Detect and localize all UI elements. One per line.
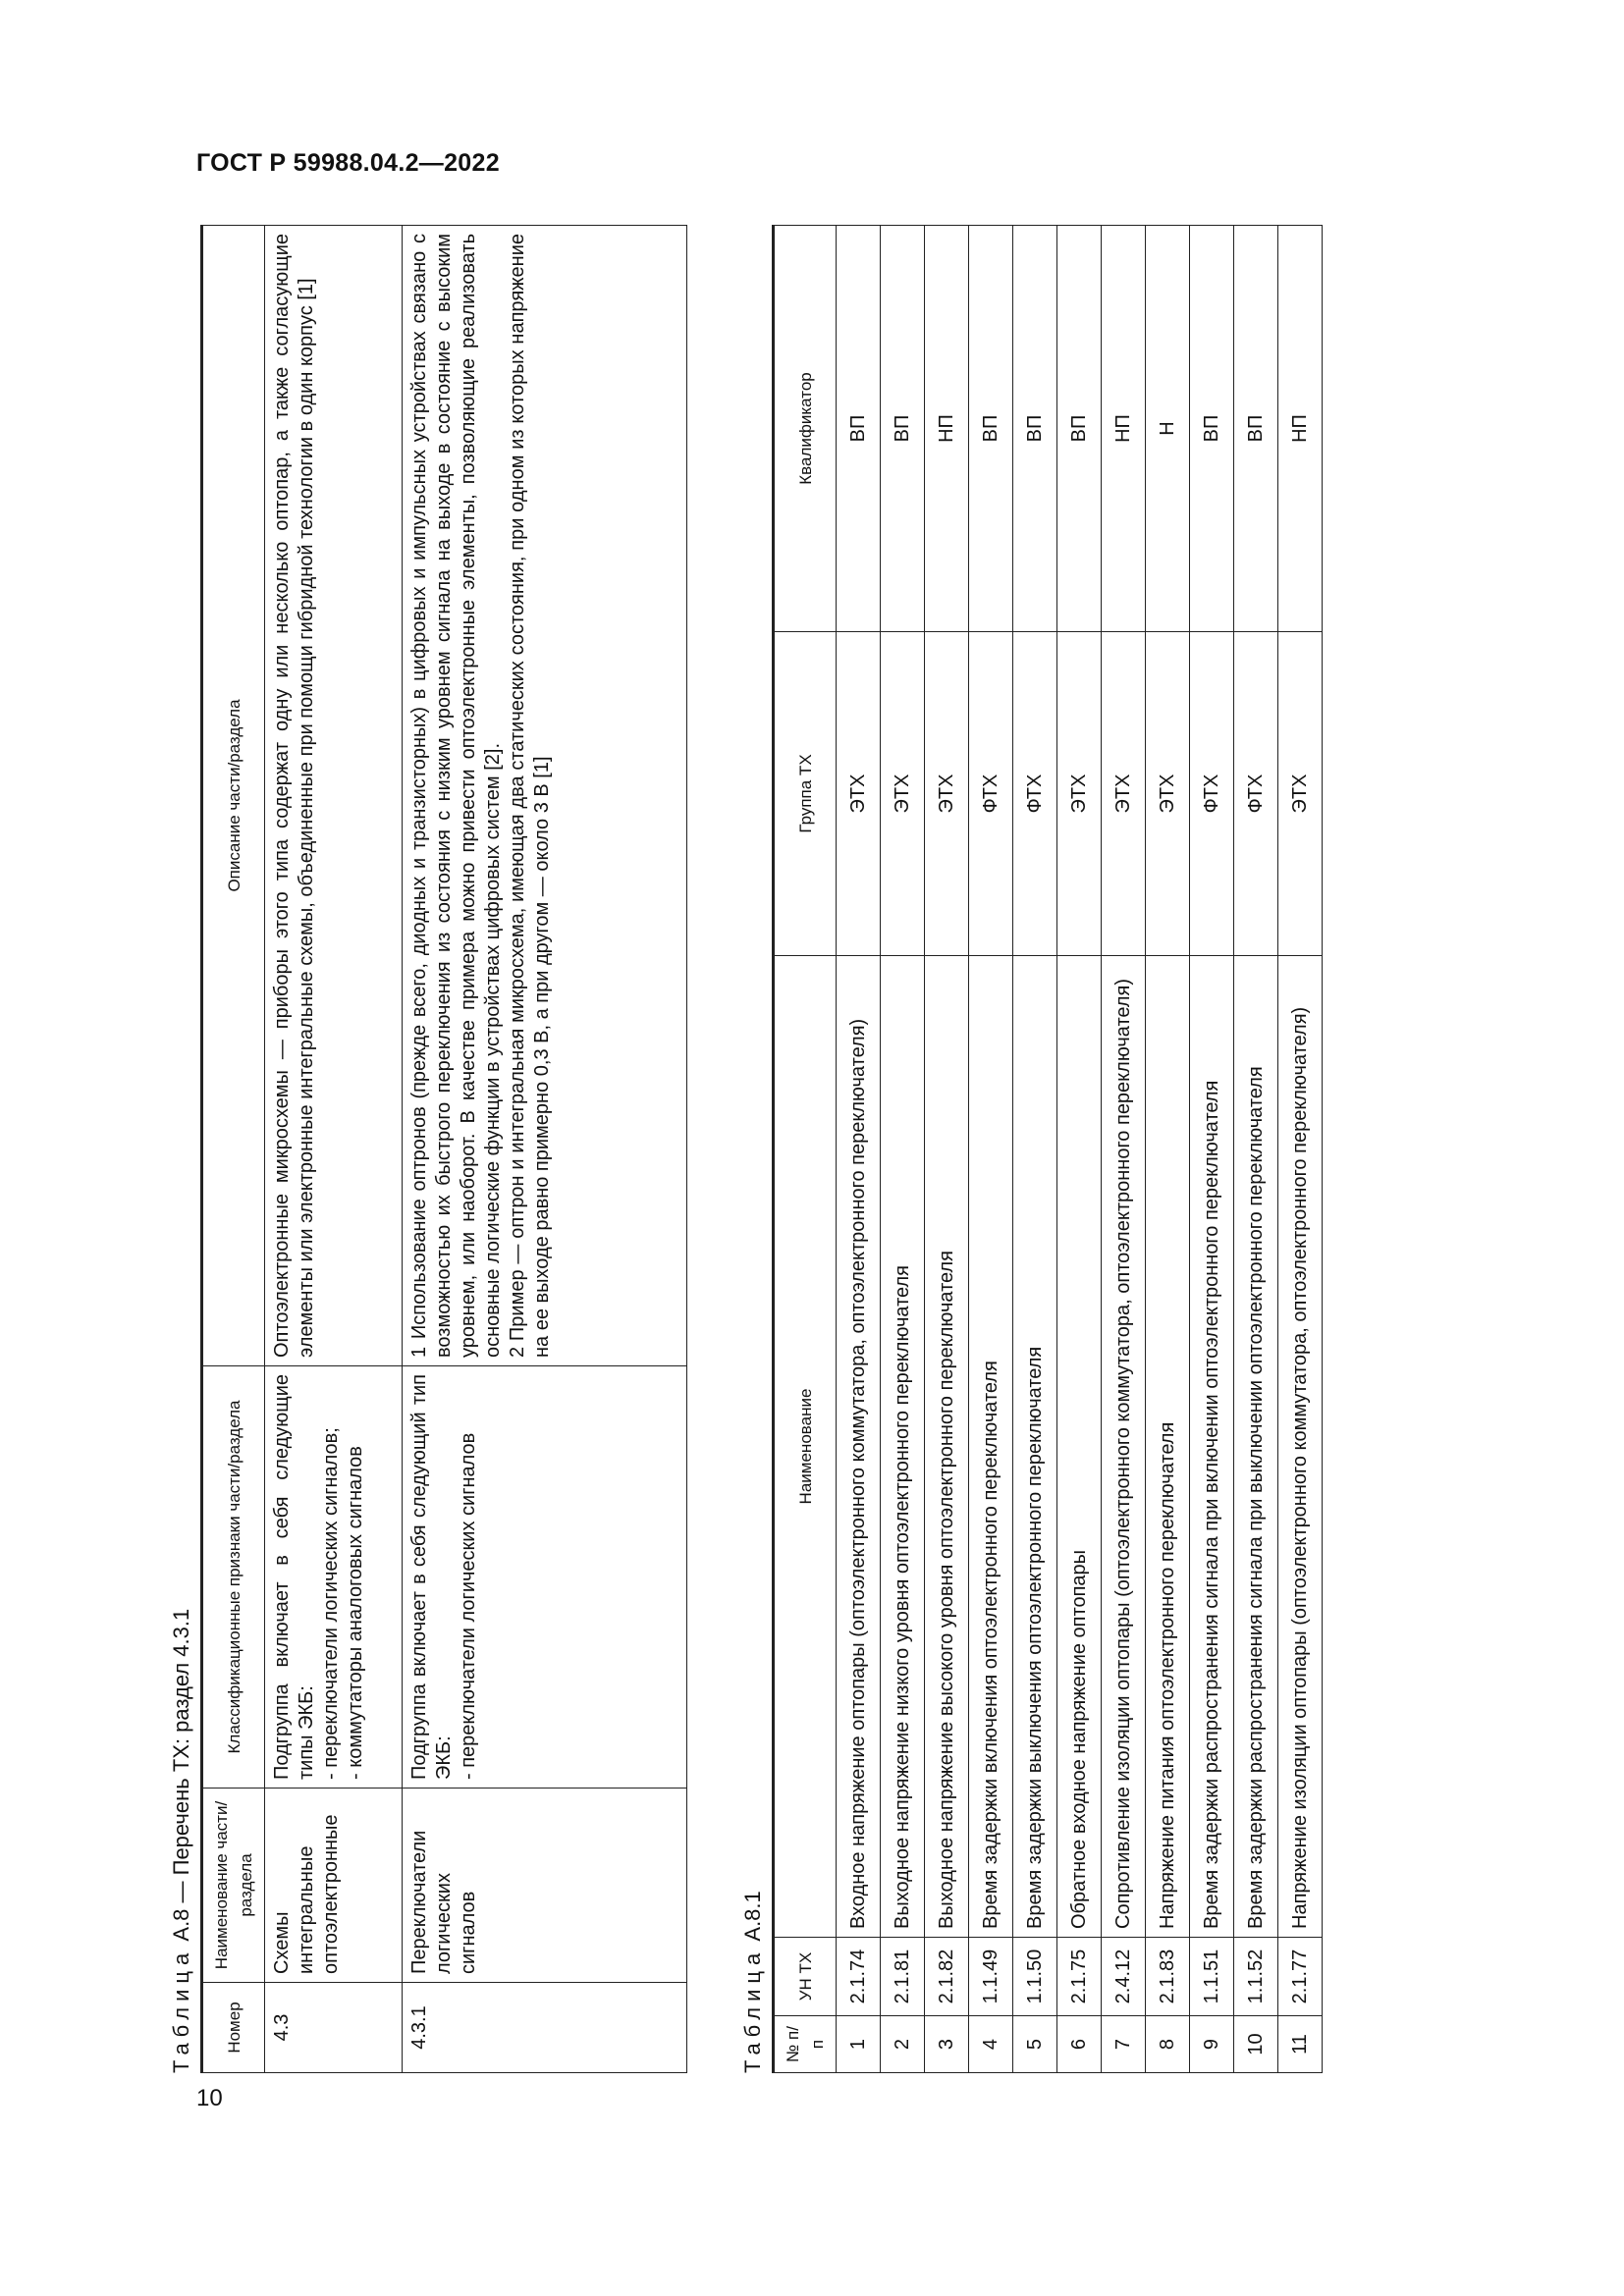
cell-qualifier: ВП — [1057, 226, 1102, 632]
cell-qualifier: Н — [1146, 226, 1190, 632]
cell-group: ФТХ — [969, 632, 1013, 956]
col-header: Квалификатор — [774, 226, 837, 632]
cell-code: 2.1.83 — [1146, 1938, 1190, 2016]
document-code: ГОСТ Р 59988.04.2—2022 — [196, 149, 500, 177]
col-header: № п/п — [774, 2016, 837, 2073]
cell-qualifier: ВП — [837, 226, 881, 632]
cell-code: 1.1.49 — [969, 1938, 1013, 2016]
col-header: Группа ТХ — [774, 632, 837, 956]
description-text: Оптоэлектронные микросхемы — приборы этого типа содержат одну или несколько оптопар, а также согласующие элементы или электронные интегральные схемы, объединенные при помощи гибридной технологии в один корпус [1] — [271, 234, 317, 1358]
row-features — [265, 1366, 403, 1789]
cell-code: 1.1.51 — [1190, 1938, 1234, 2016]
cell-group: ЭТХ — [925, 632, 969, 956]
row-description — [265, 226, 403, 1366]
cell-index: 3 — [925, 2016, 969, 2073]
caption-text: А.8.1 — [740, 1891, 765, 1942]
col-header: Классификационные признаки части/раздела — [202, 1366, 265, 1789]
cell-qualifier: ВП — [1013, 226, 1057, 632]
cell-group: ЭТХ — [1146, 632, 1190, 956]
cell-qualifier: НП — [1102, 226, 1146, 632]
cell-title: Напряжение изоляции оптопары (оптоэлектронного коммутатора, оптоэлектронного переключателя) — [1278, 956, 1323, 1938]
table-a81 — [772, 225, 1323, 2073]
table-row — [1013, 226, 1057, 2073]
cell-title: Время задержки распространения сигнала при включении оптоэлектронного переключателя — [1190, 956, 1234, 1938]
cell-title: Время задержки включения оптоэлектронного переключателя — [969, 956, 1013, 1938]
table-row — [1146, 226, 1190, 2073]
cell-qualifier: НП — [925, 226, 969, 632]
row-name: Схемы интегральные оптоэлектронные — [265, 1789, 403, 1983]
table-row — [1057, 226, 1102, 2073]
cell-index: 10 — [1234, 2016, 1278, 2073]
row-name: Переключатели логических сигналов — [403, 1789, 687, 1983]
cell-group: ЭТХ — [837, 632, 881, 956]
row-number: 4.3 — [265, 1983, 403, 2073]
cell-code: 2.1.74 — [837, 1938, 881, 2016]
cell-index: 2 — [881, 2016, 925, 2073]
cell-title: Входное напряжение оптопары (оптоэлектронного коммутатора, оптоэлектронного переключателя) — [837, 956, 881, 1938]
col-header: Описание части/раздела — [202, 226, 265, 1366]
cell-title: Напряжение питания оптоэлектронного переключателя — [1146, 956, 1190, 1938]
table-row — [969, 226, 1013, 2073]
table-a81-body — [837, 226, 1323, 2073]
cell-index: 1 — [837, 2016, 881, 2073]
cell-qualifier: ВП — [1190, 226, 1234, 632]
cell-index: 7 — [1102, 2016, 1146, 2073]
col-header: Наименование части/раздела — [202, 1789, 265, 1983]
cell-qualifier: НП — [1278, 226, 1323, 632]
table-row — [1278, 226, 1323, 2073]
caption-label: Таблица — [740, 1947, 765, 2073]
cell-group: ФТХ — [1234, 632, 1278, 956]
col-header: Наименование — [774, 956, 837, 1938]
table-row — [1234, 226, 1278, 2073]
cell-title: Обратное входное напряжение оптопары — [1057, 956, 1102, 1938]
cell-code: 1.1.50 — [1013, 1938, 1057, 2016]
row-number: 4.3.1 — [403, 1983, 687, 2073]
cell-index: 4 — [969, 2016, 1013, 2073]
page-number: 10 — [196, 2085, 223, 2111]
feature-line: Подгруппа включает в себя следующий тип ЭКБ: — [408, 1374, 455, 1780]
table-row — [403, 226, 687, 2073]
table-row — [925, 226, 969, 2073]
cell-code: 2.4.12 — [1102, 1938, 1146, 2016]
cell-group: ЭТХ — [881, 632, 925, 956]
cell-index: 6 — [1057, 2016, 1102, 2073]
table-row — [881, 226, 925, 2073]
description-note-2: 2 Пример — оптрон и интегральная микросхема, имеющая два статических состояния, при одном из которых напряжение на ее выходе равно примерно 0,3 В, а при другом — около 3 В [1] — [507, 234, 553, 1358]
table-a81-caption — [740, 1891, 766, 2073]
col-header: Номер — [202, 1983, 265, 2073]
caption-text: А.8 — Перечень ТХ: раздел 4.3.1 — [169, 1608, 193, 1942]
feature-line: - переключатели логических сигналов — [458, 1432, 479, 1780]
cell-group: ФТХ — [1013, 632, 1057, 956]
cell-group: ФТХ — [1190, 632, 1234, 956]
cell-index: 9 — [1190, 2016, 1234, 2073]
cell-code: 2.1.75 — [1057, 1938, 1102, 2016]
cell-index: 8 — [1146, 2016, 1190, 2073]
cell-qualifier: ВП — [1234, 226, 1278, 632]
cell-title: Выходное напряжение высокого уровня оптоэлектронного переключателя — [925, 956, 969, 1938]
cell-code: 1.1.52 — [1234, 1938, 1278, 2016]
table-a8 — [200, 225, 687, 2073]
table-row — [1190, 226, 1234, 2073]
feature-line: - переключатели логических сигналов; — [320, 1427, 342, 1780]
cell-group: ЭТХ — [1278, 632, 1323, 956]
cell-index: 11 — [1278, 2016, 1323, 2073]
feature-line: Подгруппа включает в себя следующие типы ЭКБ: — [271, 1374, 317, 1780]
cell-code: 2.1.81 — [881, 1938, 925, 2016]
cell-qualifier: ВП — [969, 226, 1013, 632]
table-a8-caption — [169, 1609, 194, 2073]
cell-group: ЭТХ — [1102, 632, 1146, 956]
feature-line: - коммутаторы аналоговых сигналов — [345, 1446, 366, 1780]
cell-code: 2.1.77 — [1278, 1938, 1323, 2016]
table-row — [265, 226, 403, 2073]
table-row — [837, 226, 881, 2073]
cell-group: ЭТХ — [1057, 632, 1102, 956]
row-features — [403, 1366, 687, 1789]
description-note-1: 1 Использование оптронов (прежде всего, диодных и транзисторных) в цифровых и импульсных устройствах связано с возможностью их быстрого переключения из состояния с низким уровнем сигнала на выходе в состояние с высоким уровнем, или наоборот. В качестве примера можно привести оптоэлектронные элементы, позволяющие реализовать основные логические функции в устройствах цифровых систем [2]. — [408, 234, 504, 1358]
cell-qualifier: ВП — [881, 226, 925, 632]
caption-label: Таблица — [169, 1947, 193, 2073]
cell-title: Сопротивление изоляции оптопары (оптоэлектронного коммутатора, оптоэлектронного переключателя) — [1102, 956, 1146, 1938]
cell-code: 2.1.82 — [925, 1938, 969, 2016]
cell-index: 5 — [1013, 2016, 1057, 2073]
table-row — [1102, 226, 1146, 2073]
cell-title: Время задержки выключения оптоэлектронного переключателя — [1013, 956, 1057, 1938]
col-header: УН ТХ — [774, 1938, 837, 2016]
cell-title: Выходное напряжение низкого уровня оптоэлектронного переключателя — [881, 956, 925, 1938]
cell-title: Время задержки распространения сигнала при выключении оптоэлектронного переключателя — [1234, 956, 1278, 1938]
row-description — [403, 226, 687, 1366]
